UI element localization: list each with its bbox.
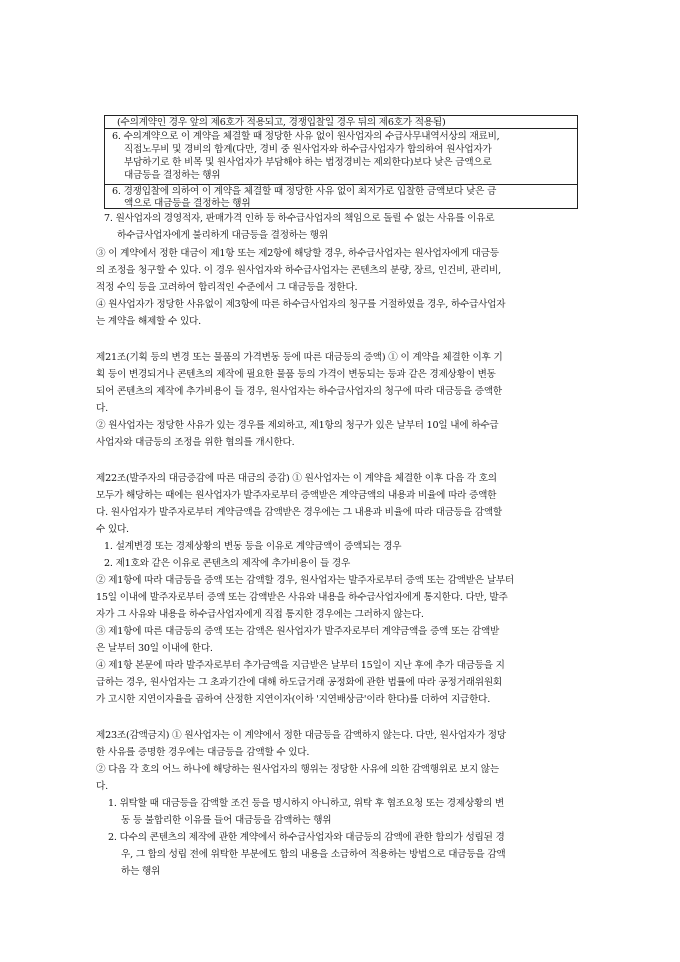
paragraph: ④ 제1항 본문에 따라 발주자로부터 추가금액을 지급받은 날부터 15일이 지난 후에 추가 대금등을 지 bbox=[96, 660, 505, 671]
paragraph: 15일 이내에 발주자로부터 증액 또는 감액받은 사유와 내용을 하수급사업자에게 통지한다. 다만, 발주 bbox=[96, 592, 508, 603]
table-item-6-bidding: 액으로 대금등을 결정하는 행위 bbox=[124, 198, 251, 209]
table-item-6-negotiated: 6. 수의계약으로 이 계약을 체결할 때 정당한 사유 없이 원사업자의 수급사무내역서상의 재료비, bbox=[112, 131, 500, 142]
paragraph: 다. bbox=[96, 403, 108, 414]
paragraph: 모두가 해당하는 때에는 원사업자가 발주자로부터 증액받은 계약금액의 내용과 비율에 따라 증액한 bbox=[96, 490, 497, 501]
list-item: 우, 그 합의 성립 전에 위탁한 부분에도 합의 내용을 소급하여 적용하는 방법으로 대금등을 감액 bbox=[121, 849, 506, 860]
paragraph: ② 원사업자는 정당한 사유가 있는 경우를 제외하고, 제1항의 청구가 있은 날부터 10일 내에 하수급 bbox=[96, 420, 499, 431]
table-item-6-negotiated: 부담하기로 한 비목 및 원사업자가 부담해야 하는 법정경비는 제외한다)보다 낮은 금액으로 bbox=[124, 157, 492, 168]
list-item: 1. 설계변경 또는 경제상황의 변동 등을 이유로 계약금액이 증액되는 경우 bbox=[104, 541, 402, 552]
paragraph: ③ 이 계약에서 정한 대금이 제1항 또는 제2항에 해당할 경우, 하수급사업자는 원사업자에게 대금등 bbox=[96, 248, 499, 259]
list-item: 동 등 불합리한 이유를 들어 대금등을 감액하는 행위 bbox=[121, 815, 332, 826]
paragraph: 한 사유를 증명한 경우에는 대금등을 감액할 수 있다. bbox=[96, 747, 310, 758]
list-item: 하수급사업자에게 불리하게 대금등을 결정하는 행위 bbox=[117, 230, 328, 241]
paragraph: 은 날부터 30일 이내에 한다. bbox=[96, 643, 213, 654]
list-item: 7. 원사업자의 경영적자, 판매가격 인하 등 하수급사업자의 책임으로 돌릴 수 없는 사유를 이유로 bbox=[104, 213, 495, 224]
list-item: 하는 행위 bbox=[121, 866, 161, 877]
paragraph: 가 고시한 지연이자율을 곱하여 산정한 지연이자(이하 '지연배상금'이라 한다)를 더하여 지급한다. bbox=[96, 694, 491, 705]
paragraph: ② 다음 각 호의 어느 하나에 해당하는 원사업자의 행위는 정당한 사유에 의한 감액행위로 보지 않는 bbox=[96, 764, 499, 775]
paragraph: 적정 수익 등을 고려하여 합리적인 수준에서 그 대금등을 정한다. bbox=[96, 282, 358, 293]
paragraph: 수 있다. bbox=[96, 524, 129, 535]
article-21-heading: 제21조(기획 등의 변경 또는 물품의 가격변동 등에 따른 대금등의 증액) ① 이 계약을 체결한 이후 기 bbox=[96, 352, 503, 363]
paragraph: 사업자와 대금등의 조정을 위한 협의를 개시한다. bbox=[96, 437, 295, 448]
paragraph: 획 등이 변경되거나 콘텐츠의 제작에 필요한 물품 등의 가격이 변동되는 등과 같은 경제상황이 변동 bbox=[96, 369, 496, 380]
table-header-note: (수의계약인 경우 앞의 제6호가 적용되고, 경쟁입찰일 경우 뒤의 제6호가 적용됨) bbox=[117, 117, 446, 128]
table-item-6-negotiated: 대금등을 결정하는 행위 bbox=[124, 170, 221, 181]
paragraph: 되어 콘텐츠의 제작에 추가비용이 들 경우, 원사업자는 하수급사업자의 청구에 따라 대금등을 증액한 bbox=[96, 386, 502, 397]
list-item: 2. 제1호와 같은 이유로 콘텐츠의 제작에 추가비용이 들 경우 bbox=[104, 558, 351, 569]
article-23-heading: 제23조(감액금지) ① 원사업자는 이 계약에서 정한 대금등을 감액하지 않는다. 다만, 원사업자가 정당 bbox=[96, 730, 506, 741]
paragraph: 자가 그 사유와 내용을 하수급사업자에게 직접 통지한 경우에는 그러하지 않는다. bbox=[96, 609, 424, 620]
paragraph: 의 조정을 청구할 수 있다. 이 경우 원사업자와 하수급사업자는 콘텐츠의 분량, 장르, 인건비, 관리비, bbox=[96, 265, 501, 276]
article-22-heading: 제22조(발주자의 대금증감에 따른 대금의 증감) ① 원사업자는 이 계약을 체결한 이후 다음 각 호의 bbox=[96, 473, 497, 484]
list-item: 1. 위탁할 때 대금등을 감액할 조건 등을 명시하지 아니하고, 위탁 후 협조요청 또는 경제상황의 변 bbox=[108, 798, 505, 809]
list-item: 2. 다수의 콘텐츠의 제작에 관한 계약에서 하수급사업자와 대금등의 감액에 관한 합의가 성립된 경 bbox=[108, 832, 505, 843]
paragraph: ② 제1항에 따라 대금등을 증액 또는 감액할 경우, 원사업자는 발주자로부터 증액 또는 감액받은 날부터 bbox=[96, 575, 514, 586]
paragraph: ③ 제1항에 따른 대금등의 증액 또는 감액은 원사업자가 발주자로부터 계약금액을 증액 또는 감액받 bbox=[96, 626, 500, 637]
table-item-6-bidding: 6. 경쟁입찰에 의하여 이 계약을 체결할 때 정당한 사유 없이 최저가로 입찰한 금액보다 낮은 금 bbox=[112, 186, 497, 197]
paragraph: 다. bbox=[96, 781, 108, 792]
paragraph: 급하는 경우, 원사업자는 그 초과기간에 대해 하도급거래 공정화에 관한 법률에 따라 공정거래위원회 bbox=[96, 677, 502, 688]
paragraph: 는 계약을 해제할 수 있다. bbox=[96, 316, 201, 327]
paragraph: 다. 원사업자가 발주자로부터 계약금액을 감액받은 경우에는 그 내용과 비율에 따라 대금등을 감액할 bbox=[96, 507, 502, 518]
table-item-6-negotiated: 직접노무비 및 경비의 합계(다만, 경비 중 원사업자와 하수급사업자가 합의하여 원사업자가 bbox=[124, 144, 492, 155]
paragraph: ④ 원사업자가 정당한 사유없이 제3항에 따른 하수급사업자의 청구를 거절하였을 경우, 하수급사업자 bbox=[96, 299, 506, 310]
